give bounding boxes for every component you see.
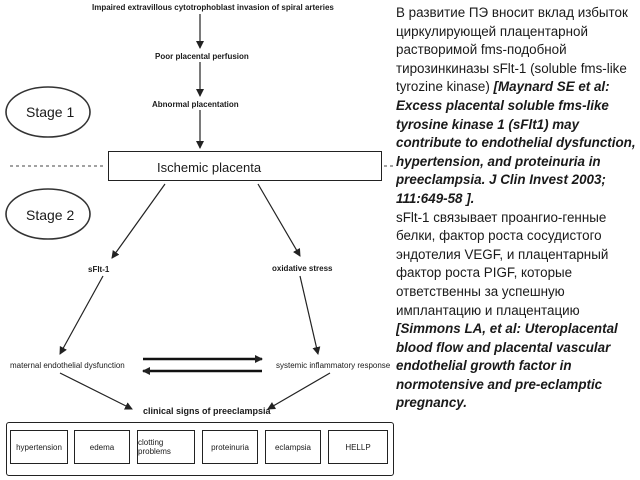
arrow-oxidative-to-inflammatory <box>300 276 318 354</box>
sign-box: proteinuria <box>202 430 258 464</box>
stage2-label: Stage 2 <box>26 207 75 223</box>
sign-box: edema <box>74 430 130 464</box>
top-cause-label: Impaired extravillous cytotrophoblast invasion of spiral arteries <box>92 3 334 12</box>
ischemic-placenta-label: Ischemic placenta <box>157 160 262 175</box>
sflt-label: sFlt-1 <box>88 265 110 274</box>
sign-box: HELLP <box>328 430 388 464</box>
poor-perfusion-label: Poor placental perfusion <box>155 52 249 61</box>
arrow-sflt-to-endothelial <box>60 276 103 354</box>
abnormal-placentation-label: Abnormal placentation <box>152 100 239 109</box>
clinical-signs-title: clinical signs of preeclampsia <box>143 406 271 416</box>
stage1-label: Stage 1 <box>26 104 75 120</box>
text-panel <box>396 4 636 480</box>
arrow-inflammatory-to-signs <box>268 373 330 409</box>
paragraph-2: sFlt-1 связывает проангио-генные белки, фактор роста сосудистого эндотелия VEGF, и плацентарный фактор роста PIGF, которые ответственны за успешную имплантацию и плацентацию <box>396 209 609 318</box>
sign-box: clotting problems <box>137 430 195 464</box>
sign-box: eclampsia <box>265 430 321 464</box>
sign-box: hypertension <box>10 430 68 464</box>
citation-simmons: [Simmons LA, et al: Uteroplacental blood flow and placental vascular endothelial growth factor in normotensive and pre-eclamptic pregnancy. <box>396 321 618 411</box>
arrow-ischemic-to-oxidative <box>258 184 300 256</box>
endothelial-dysfunction-label: maternal endothelial dysfunction <box>10 361 125 370</box>
citation-maynard: [Maynard SE et al: Excess placental soluble fms-like tyrosine kinase 1 (sFlt1) may contribute to endothelial dysfunction, hypertension, and proteinuria in preeclampsia. J Clin Invest 2003; 111:649-58 ]. <box>396 79 636 206</box>
oxidative-stress-label: oxidative stress <box>272 264 333 273</box>
arrow-endothelial-to-signs <box>60 373 132 409</box>
inflammatory-response-label: systemic inflammatory response <box>276 361 391 370</box>
paragraph-1: В развитие ПЭ вносит вклад избыток циркулирующей плацентарной растворимой fms-подобной тирозинкиназы sFlt-1 (soluble fms-like tyrozine kinase) <box>396 5 628 95</box>
arrow-ischemic-to-sflt <box>112 184 165 258</box>
